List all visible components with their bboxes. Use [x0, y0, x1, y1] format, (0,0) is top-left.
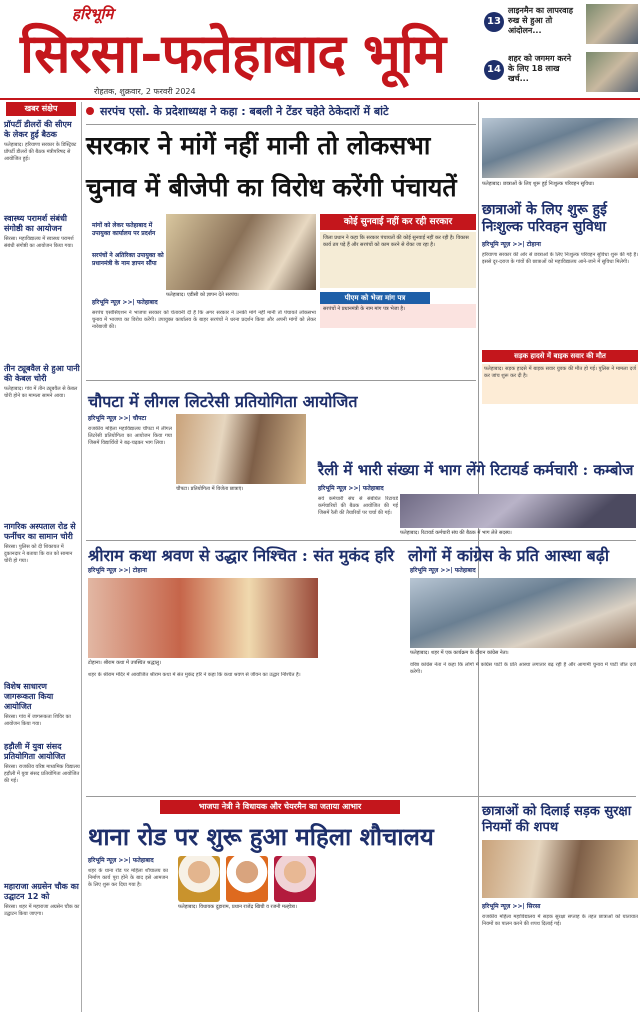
brief-tag: खबर संक्षेप: [6, 102, 76, 116]
brief-title: प्रॉपर्टी डीलरों की सीएम के लेकर हुई बैठक: [4, 120, 72, 139]
brief-title: नागरिक अस्पताल रोड से फर्नीचर का सामान चोरी: [4, 522, 76, 541]
portrait-photo: [226, 856, 268, 902]
brief-body: सिरसा। महाविद्यालय में स्वास्थ्य परामर्श संबंधी संगोष्ठी का आयोजन किया गया।: [4, 236, 74, 249]
divider: [86, 796, 636, 797]
brief-body: सिरसा। गांव में जागरूकता शिविर का आयोजन किया गया।: [4, 714, 71, 727]
lead-photo: [166, 214, 316, 290]
choupta-byline: हरिभूमि न्यूज़ >>| चौपटा: [88, 415, 147, 422]
lead-byline: हरिभूमि न्यूज़ >>| फतेहाबाद: [92, 299, 158, 306]
promo-item[interactable]: [478, 52, 638, 92]
safety-photo: [482, 840, 638, 898]
rally-photo: [400, 494, 636, 528]
rally-headline: रैली में भारी संख्या में भाग लेंगे रिटायर्ड कर्मचारी : कम्बोज: [318, 461, 634, 479]
ramkatha-body: शहर के श्रीराम मंदिर में आयोजित श्रीराम कथा में संत मुकंद हरि ने कहा कि कथा श्रवण से जीवन का उद्धार निश्चित है।: [88, 672, 301, 678]
promo-text: शहर को जगमग करने के लिए 18 लाख खर्च...: [508, 54, 572, 83]
brief-body: फतेहाबाद। हरियाणा सरकार के डिस्ट्रिक्ट प्रॉपर्टी डीलरों की बैठक मंत्रीपरिषद से आयोजित हुई।: [4, 142, 77, 162]
accident-body: फतेहाबाद। सड़क हादसे में बाइक सवार युवक की मौत हो गई। पुलिस ने मामला दर्ज कर जांच शुरू कर दी है।: [482, 364, 638, 404]
portrait-photo: [274, 856, 316, 902]
sidebar-box-title: कोई सुनवाई नहीं कर रही सरकार: [320, 214, 476, 230]
promo-thumbnail: [586, 52, 638, 92]
lead-headline-line2: चुनाव में बीजेपी का विरोध करेंगी पंचायतें: [86, 173, 457, 202]
choupta-photo: [176, 414, 306, 484]
safety-headline: छात्राओं को दिलाई सड़क सुरक्षा नियमों की शपथ: [482, 804, 632, 835]
transport-byline: हरिभूमि न्यूज़ >>| टोहाना: [482, 241, 541, 248]
brief-title: हड़ौली में युवा संसद प्रतियोगिता आयोजित: [4, 742, 66, 761]
promo-text: लाइनमैन का लापरवाह रुख से हुआ तो आंदोलन...: [508, 6, 573, 35]
transport-body: हरियाणा सरकार की ओर से छात्राओं के लिए निःशुल्क परिवहन सुविधा शुरू की गई है। इससे दूर-दराज के गांवों की छात्राओं को महाविद्यालय आने-जाने में सुविधा मिलेगी।: [482, 252, 638, 265]
rally-caption: फतेहाबाद। रिटायर्ड कर्मचारी संघ की बैठक में भाग लेते सदस्य।: [400, 530, 512, 536]
brief-body: फतेहाबाद। गांव में तीन ट्यूबवैल से केबल चोरी होने का मामला सामने आया।: [4, 386, 78, 399]
brief-title: स्वास्थ्य परामर्श संबंधी संगोष्ठी का आयोजन: [4, 214, 67, 233]
toilet-kicker: भाजपा नेत्री ने विधायक और चेयरमैन का जताया आभार: [160, 800, 400, 814]
lead-kicker: [86, 104, 476, 124]
brief-title: तीन ट्यूबवैल से हुआ पानी की केबल चोरी: [4, 364, 80, 383]
masthead-rule: [0, 98, 640, 100]
bus-photo: [482, 118, 638, 178]
choupta-headline: चौपटा में लीगल लिटरेसी प्रतियोगिता आयोजित: [88, 392, 358, 411]
toilet-caption: फतेहाबाद। विधायक दुड़ाराम, प्रधान राजेंद्र खिची व रजनी मल्होत्रा।: [178, 904, 298, 910]
sidebar-subbox-title: पीएम को भेजा मांग पत्र: [320, 292, 430, 304]
lead-kicker-text: सरपंच एसो. के प्रदेशाध्यक्ष ने कहा : बबली ने टेंडर चहेते ठेकेदारों में बांटे: [100, 105, 389, 118]
ramkatha-photo: [88, 578, 318, 658]
dateline: रोहतक, शुक्रवार, 2 फरवरी 2024: [94, 87, 196, 96]
divider: [86, 540, 636, 541]
portrait-photo: [178, 856, 220, 902]
promo-thumbnail: [586, 4, 638, 44]
brief-item: [4, 120, 80, 163]
lead-body: सरपंच एसोसिएशन ने भाजपा सरकार को चेतावनी दी है कि अगर सरकार ने उनकी मांगें नहीं मानी तो पंचायतें लोकसभा चुनाव में भाजपा का विरोध करेंगी। उपायुक्त कार्यालय के बाहर सरपंचों ने धरना प्रदर्शन किया और अपनी मांगों को लेकर नारेबाजी की।: [92, 310, 316, 330]
congress-photo: [410, 578, 636, 648]
rally-byline: हरिभूमि न्यूज़ >>| फतेहाबाद: [318, 485, 384, 492]
brief-item: [4, 364, 80, 400]
kicker-dot: [86, 107, 94, 115]
lead-headline-line1: सरकार ने मांगें नहीं मानी तो लोकसभा: [86, 131, 431, 160]
brief-item: [4, 742, 80, 785]
congress-caption: फतेहाबाद। शहर में एक कार्यक्रम के दौरान कांग्रेस नेता।: [410, 650, 509, 656]
ramkatha-caption: टोहाना। श्रीराम कथा में उपस्थित श्रद्धालु।: [88, 660, 162, 666]
brief-body: सिरसा। राजकीय वरिष्ठ माध्यमिक विद्यालय हड़ौली में युवा संसद प्रतियोगिता आयोजित की गई।: [4, 764, 80, 784]
brief-item: [4, 214, 80, 250]
divider: [86, 124, 476, 125]
sidebar-subbox-text: सरपंचों ने प्रधानमंत्री के नाम मांग पत्र भेजा है।: [320, 304, 476, 328]
brand-title: सिरसा-फतेहाबाद भूमि: [20, 21, 446, 85]
brief-column: [2, 102, 82, 1012]
congress-headline: लोगों में कांग्रेस के प्रति आस्था बढ़ी: [408, 546, 609, 565]
ramkatha-headline: श्रीराम कथा श्रवण से उद्धार निश्चित : संत मुकंद हरि: [88, 546, 394, 565]
transport-headline: छात्राओं के लिए शुरू हुई निःशुल्क परिवहन सुविधा: [482, 202, 607, 235]
lead-bullet: मांगों को लेकर फतेहाबाद में उपायुक्त कार्यालय पर प्रदर्शन: [92, 222, 156, 237]
choupta-body-cont: [176, 500, 306, 536]
bus-photo-caption: फतेहाबाद। छात्राओं के लिए शुरू हुई निःशुल्क परिवहन सुविधा।: [482, 181, 595, 187]
choupta-body: राजकीय महिला महाविद्यालय चौपटा में लीगल लिटरेसी प्रतियोगिता का आयोजन किया गया जिसमें विद्यार्थियों ने बढ़-चढ़कर भाग लिया।: [88, 426, 172, 446]
toilet-body: शहर के थाना रोड पर महिला शौचालय का निर्माण कार्य पूरा होने के बाद इसे आमजन के लिए शुरू कर दिया गया है।: [88, 868, 168, 888]
rally-body: सर्व कर्मचारी संघ से संबंधित रिटायर्ड कर्मचारियों की बैठक आयोजित की गई जिसमें रैली की तैयारियों पर चर्चा की गई।: [318, 496, 398, 516]
masthead: [0, 0, 640, 98]
promo-number: 14: [484, 60, 504, 80]
safety-body: राजकीय महिला महाविद्यालय में सड़क सुरक्षा सप्ताह के तहत छात्राओं को यातायात नियमों का पालन करने की शपथ दिलाई गई।: [482, 914, 638, 927]
promo-item[interactable]: [478, 4, 638, 44]
congress-body: वरिष्ठ कांग्रेस नेता ने कहा कि लोगों में कांग्रेस पार्टी के प्रति आस्था लगातार बढ़ रही है और आगामी चुनाव में पार्टी जीत दर्ज करेगी।: [410, 662, 636, 675]
toilet-headline: थाना रोड पर शुरू हुआ महिला शौचालय: [88, 822, 434, 851]
brief-item: [4, 682, 80, 728]
toilet-byline: हरिभूमि न्यूज़ >>| फतेहाबाद: [88, 857, 154, 864]
lead-photo-caption: फतेहाबाद। एडीसी को ज्ञापन देते सरपंच।: [166, 292, 239, 298]
choupta-caption: चौपटा। प्रतियोगिता में विजेता छात्राएं।: [176, 486, 244, 492]
brief-title: महाराजा अग्रसेन चौक का उद्घाटन 12 को: [4, 882, 79, 901]
brief-body: सिरसा। पुलिस को दी शिकायत में दुकानदार ने बताया कि रात को सामान चोरी हो गया।: [4, 544, 73, 564]
promo-number: 13: [484, 12, 504, 32]
divider: [478, 798, 479, 1012]
sidebar-box-text: जिला प्रधान ने कहा कि सरकार पंचायतों की कोई सुनवाई नहीं कर रही है। विकास कार्य ठप पड़े हैं और सरपंचों को काम करने से रोका जा रहा है।: [320, 232, 476, 288]
brief-body: सिरसा। शहर में महाराजा अग्रसेन चौक का उद्घाटन किया जाएगा।: [4, 904, 80, 917]
brief-item: [4, 522, 80, 565]
brief-title: विशेष साधारण जागरूकता किया आयोजित: [4, 682, 54, 711]
ramkatha-byline: हरिभूमि न्यूज़ >>| टोहाना: [88, 567, 147, 574]
congress-byline: हरिभूमि न्यूज़ >>| फतेहाबाद: [410, 567, 476, 574]
brief-item: [4, 882, 80, 918]
divider: [86, 380, 476, 381]
accident-banner: सड़क हादसे में बाइक सवार की मौत: [482, 350, 638, 362]
brand-small: हरिभूमि: [72, 5, 114, 23]
safety-byline: हरिभूमि न्यूज़ >>| सिरसा: [482, 903, 541, 910]
lead-bullet: सरपंचों ने अतिरिक्त उपायुक्त को प्रधानमंत्री के नाम ज्ञापन सौंपा: [92, 252, 164, 267]
toilet-body-cont: [178, 916, 318, 1008]
